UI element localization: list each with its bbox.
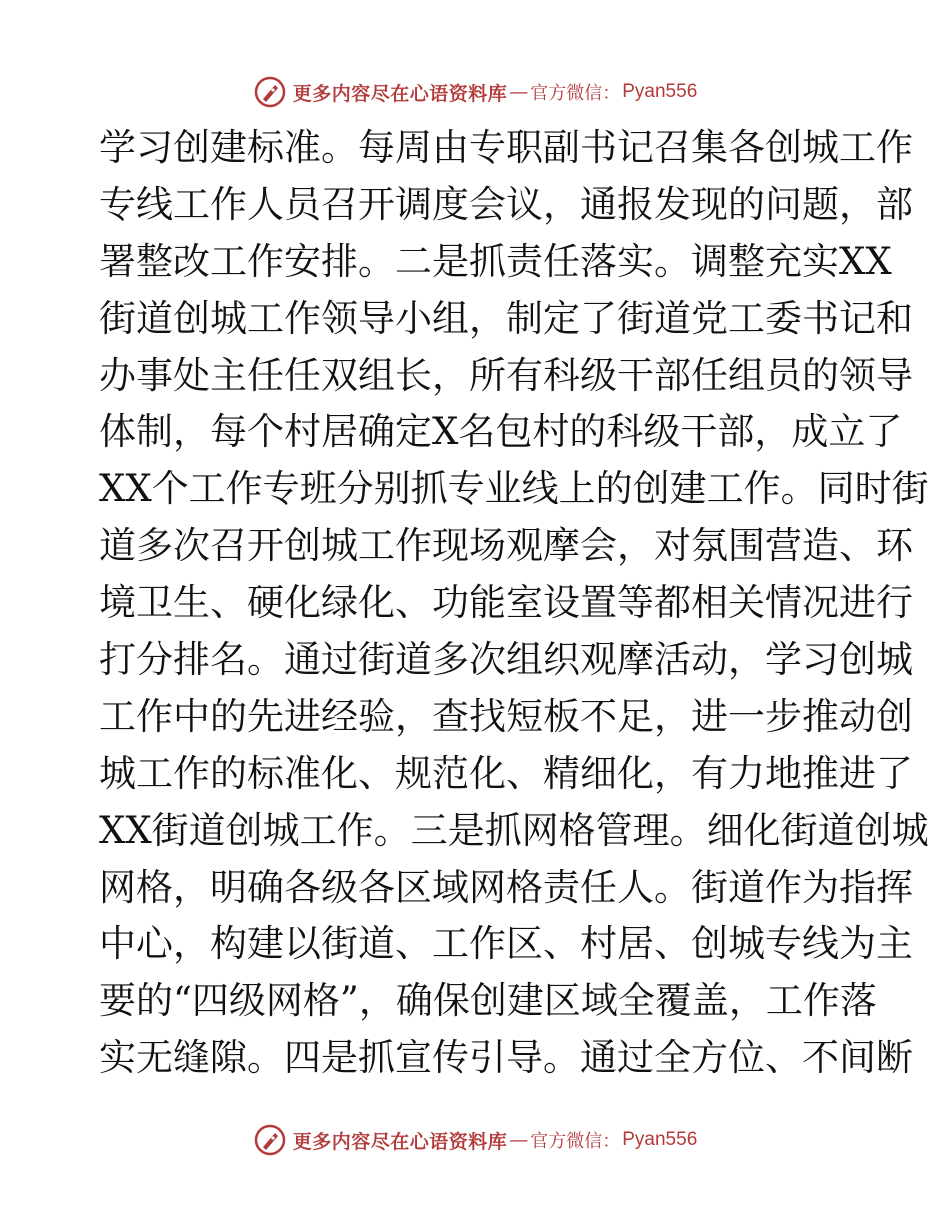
watermark-main-text: 更多内容尽在心语资料库 <box>292 1130 508 1153</box>
text-line: 署整改工作安排。二是抓责任落实。调整充实XX <box>99 239 892 283</box>
watermark-wechat-id: Pyan556 <box>622 1129 698 1150</box>
watermark-official-label: 官方微信： <box>530 83 621 104</box>
watermark-main-text: 更多内容尽在心语资料库 <box>292 82 508 105</box>
text-line: 体制，每个村居确定X名包村的科级干部，成立了 <box>99 410 903 454</box>
text-line: 实无缝隙。四是抓宣传引导。通过全方位、不间断 <box>99 1036 913 1080</box>
text-line: 中心，构建以街道、工作区、村居、创城专线为主 <box>99 922 913 966</box>
text-line: 打分排名。通过街道多次组织观摩活动，学习创城 <box>99 638 913 682</box>
text-line: 网格，明确各级各区域网格责任人。街道作为指挥 <box>99 865 913 909</box>
text-line: 要的“四级网格”，确保创建区域全覆盖，工作落 <box>99 979 877 1023</box>
pen-nib-circle-icon <box>253 75 287 109</box>
pen-nib-circle-icon <box>253 1123 287 1157</box>
watermark-dash: — <box>509 1129 529 1151</box>
text-line: 境卫生、硬化绿化、功能室设置等都相关情况进行 <box>99 581 913 625</box>
footer-watermark <box>0 1120 950 1160</box>
document-body <box>99 120 929 1087</box>
text-line: 街道创城工作领导小组，制定了街道党工委书记和 <box>99 296 913 340</box>
text-line: 城工作的标准化、规范化、精细化，有力地推进了 <box>99 751 913 795</box>
watermark-dash: — <box>509 81 529 103</box>
text-line: 道多次召开创城工作现场观摩会，对氛围营造、环 <box>99 524 913 568</box>
text-line: XX个工作专班分别抓专业线上的创建工作。同时街 <box>99 467 929 511</box>
watermark-official-label: 官方微信： <box>530 1131 621 1152</box>
header-watermark <box>0 72 950 112</box>
text-line: 专线工作人员召开调度会议，通报发现的问题，部 <box>99 182 913 226</box>
text-line: 学习创建标准。每周由专职副书记召集各创城工作 <box>99 126 913 169</box>
watermark-wechat-id: Pyan556 <box>622 81 698 102</box>
text-line: XX街道创城工作。三是抓网格管理。细化街道创城 <box>99 808 929 852</box>
text-line: 工作中的先进经验，查找短板不足，进一步推动创 <box>99 694 913 738</box>
text-line: 办事处主任任双组长，所有科级干部任组员的领导 <box>99 353 913 397</box>
